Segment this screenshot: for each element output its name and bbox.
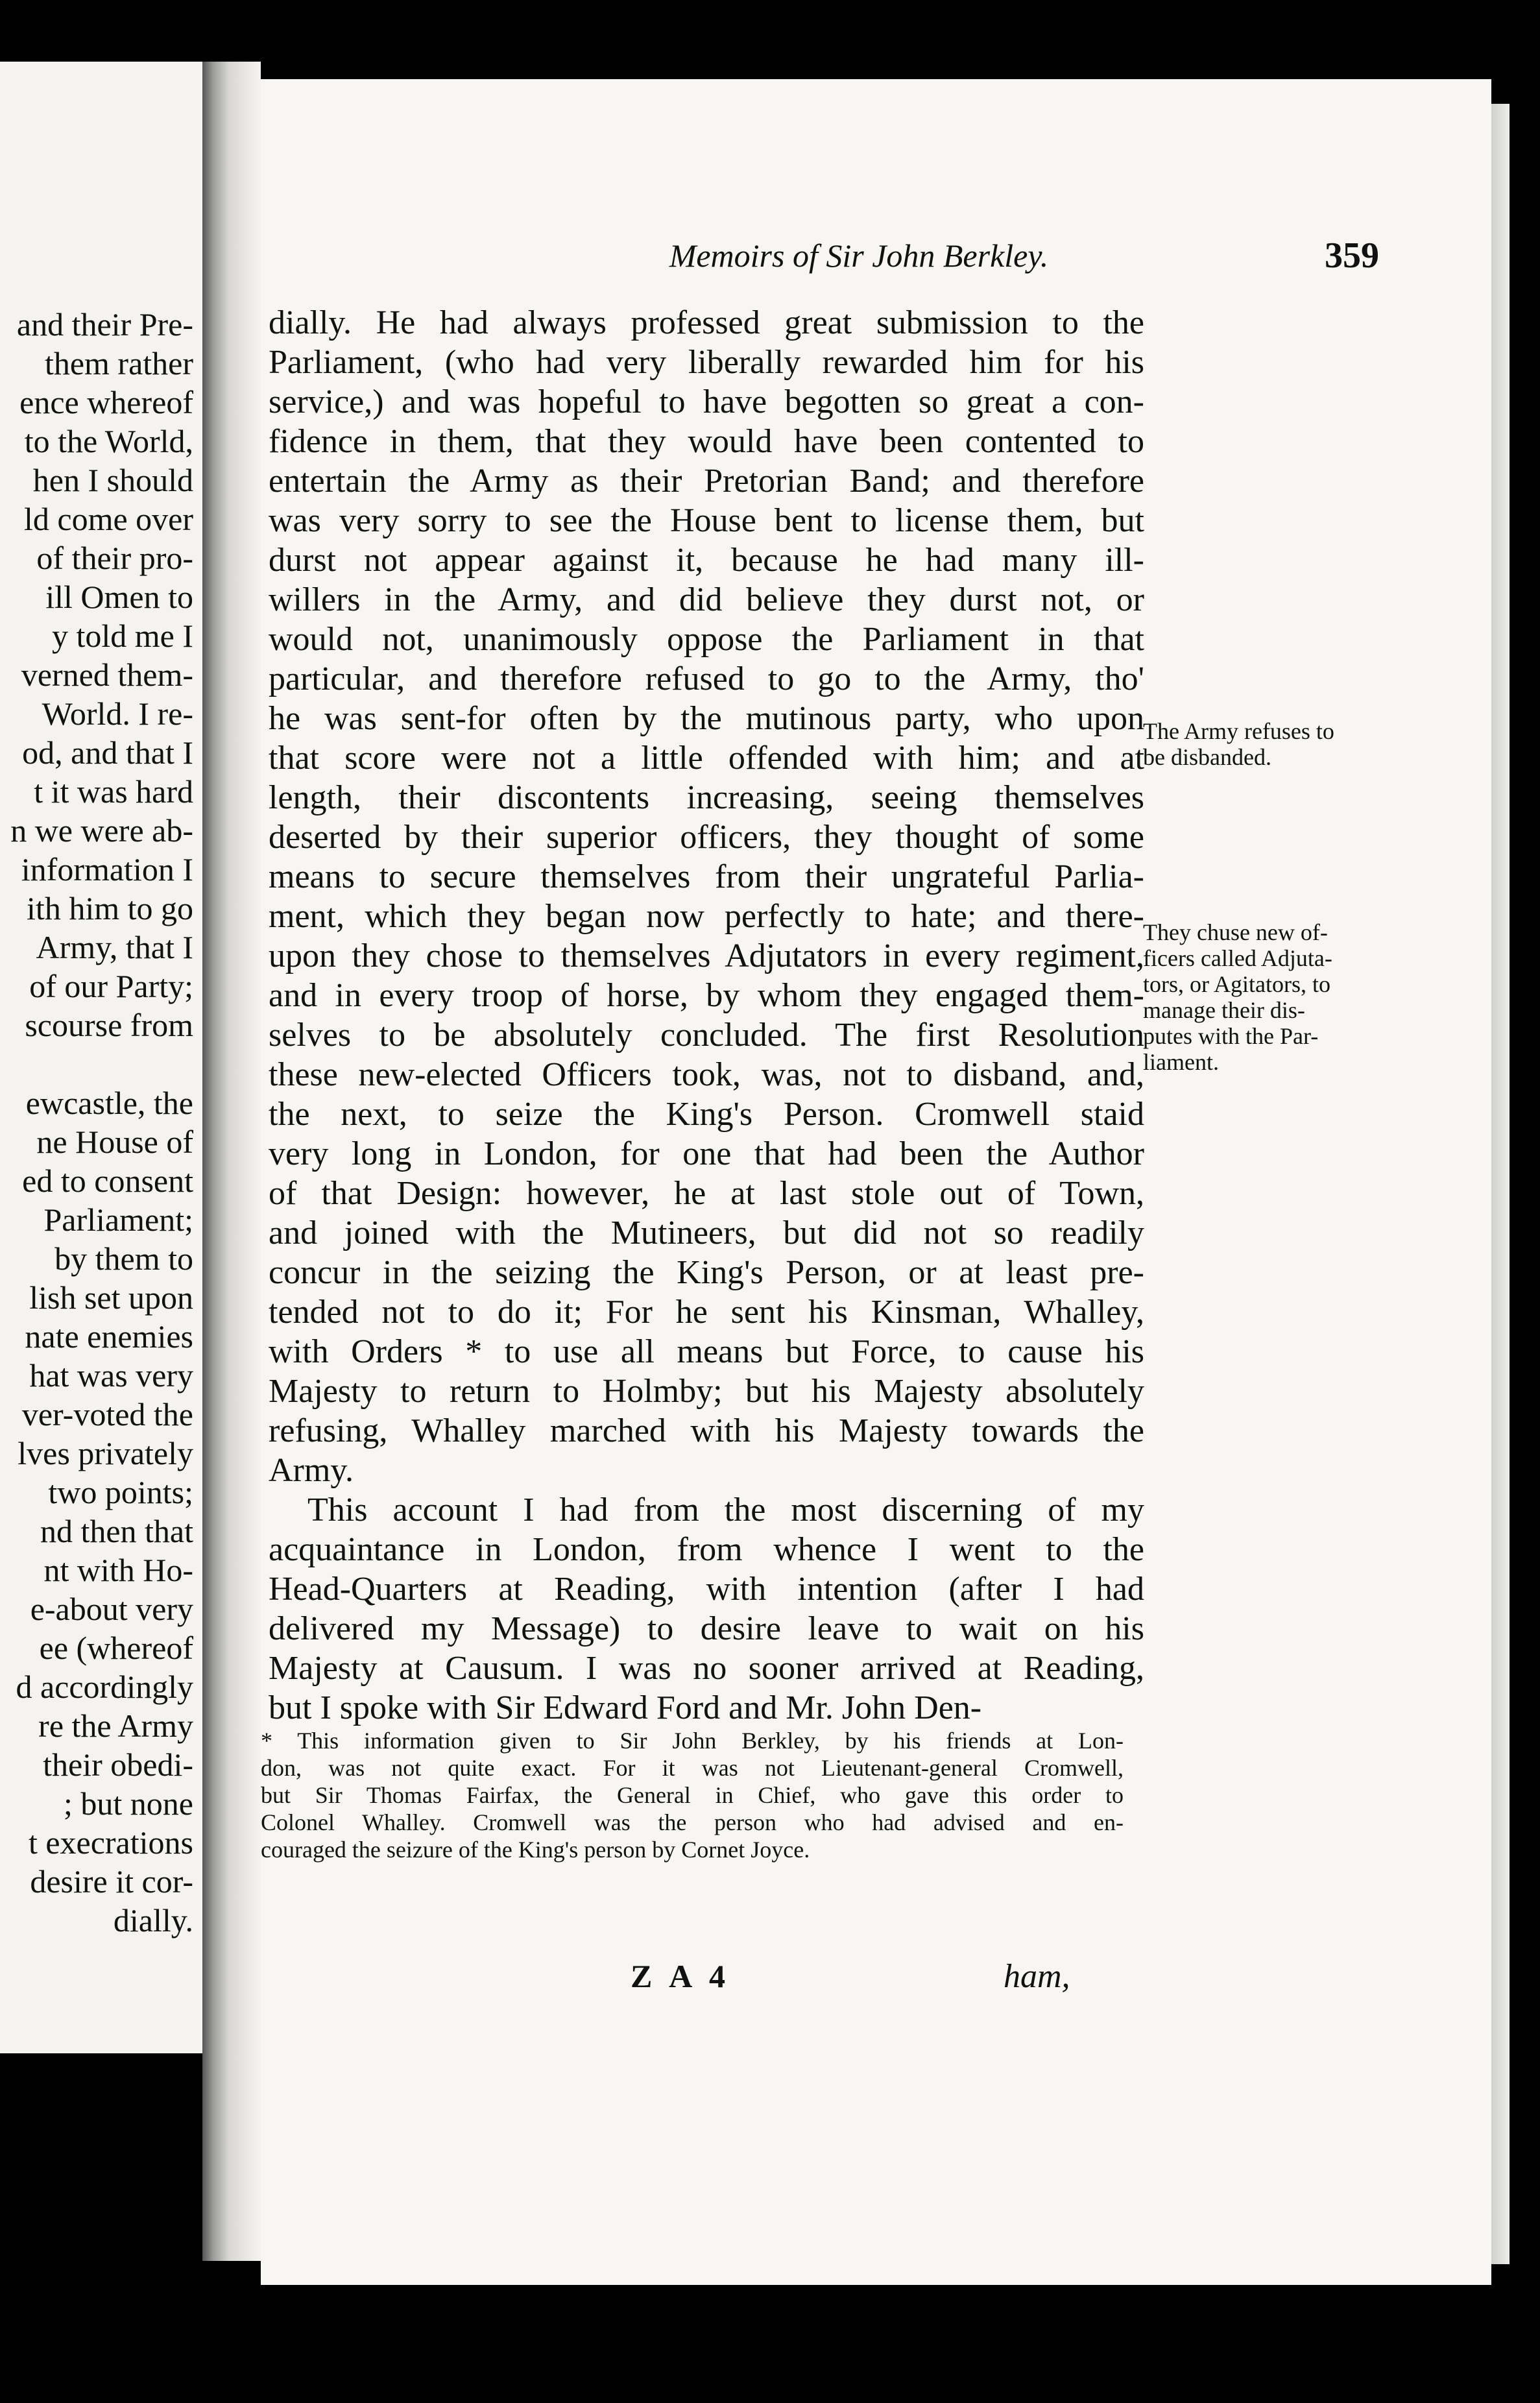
text-line: delivered my Message) to desire leave to wait on his: [269, 1610, 1144, 1647]
signature-mark: Z A 4: [631, 1958, 730, 1994]
margin-note-line: be disbanded.: [1143, 744, 1271, 770]
footnote-line: but Sir Thomas Fairfax, the General in Chief, who gave this order to: [261, 1782, 1124, 1808]
catchword: ham,: [1004, 1958, 1070, 1995]
margin-note-line: The Army refuses to: [1143, 718, 1334, 744]
previous-page-line: ill Omen to: [45, 579, 193, 615]
footnote-line: * This information given to Sir John Berkley, by his friends at Lon-: [261, 1728, 1124, 1754]
previous-page-line: ld come over: [23, 501, 193, 537]
text-line: acquaintance in London, from whence I went to the: [269, 1531, 1144, 1568]
margin-note-line: They chuse new of-: [1143, 919, 1328, 945]
text-line: Majesty at Causum. I was no sooner arrived at Reading,: [269, 1650, 1144, 1687]
text-line: he was sent-for often by the mutinous party, who upon: [269, 700, 1144, 737]
previous-page-text: [0, 305, 193, 1940]
text-line: of that Design: however, he at last stole out of Town,: [269, 1175, 1144, 1212]
text-line: Army.: [269, 1452, 354, 1489]
previous-page-line: of our Party;: [29, 968, 193, 1004]
previous-page-line: and their Pre-: [16, 306, 193, 343]
text-line: upon they chose to themselves Adjutators in every regiment,: [269, 937, 1144, 974]
footnote-line: don, was not quite exact. For it was not Lieutenant-general Cromwell,: [261, 1755, 1124, 1781]
previous-page-line: by them to: [54, 1240, 193, 1277]
text-line: the next, to seize the King's Person. Cromwell staid: [269, 1096, 1144, 1133]
footnote: [261, 1727, 1124, 1863]
footnote-line: couraged the seizure of the King's person by Cornet Joyce.: [261, 1837, 810, 1863]
previous-page-line: information I: [21, 851, 193, 888]
previous-page-line: od, and that I: [22, 734, 193, 771]
margin-note-line: putes with the Par-: [1143, 1023, 1319, 1049]
text-line: but I spoke with Sir Edward Ford and Mr. John Den-: [269, 1689, 982, 1726]
previous-page-line: lves privately: [18, 1435, 193, 1471]
previous-page-line: nd then that: [40, 1513, 193, 1549]
previous-page-line: d accordingly: [16, 1669, 193, 1705]
previous-page-line: ee (whereof: [39, 1630, 193, 1666]
text-line: selves to be absolutely concluded. The first Resolution: [269, 1017, 1144, 1054]
previous-page-line: nt with Ho-: [43, 1552, 193, 1588]
text-line: ment, which they began now perfectly to hate; and there-: [269, 898, 1144, 935]
text-line: service,) and was hopeful to have begotten so great a con-: [269, 383, 1144, 420]
book-gutter: [202, 62, 261, 2261]
text-line: particular, and therefore refused to go to the Army, tho': [269, 660, 1144, 697]
text-line: tended not to do it; For he sent his Kinsman, Whalley,: [269, 1294, 1144, 1331]
book-page: [261, 79, 1491, 2285]
text-line: these new-elected Officers took, was, not to disband, and,: [269, 1056, 1144, 1093]
previous-page-line: hat was very: [29, 1357, 193, 1394]
previous-page-line: n we were ab-: [10, 812, 193, 849]
previous-page-line: their obedi-: [43, 1746, 193, 1783]
text-line: length, their discontents increasing, seeing themselves: [269, 779, 1144, 816]
previous-page-line: dially.: [113, 1902, 193, 1938]
previous-page-line: two points;: [48, 1474, 193, 1510]
previous-page-line: re the Army: [38, 1708, 193, 1744]
text-line: would not, unanimously oppose the Parliament in that: [269, 621, 1144, 658]
body-text: [269, 303, 1144, 1728]
previous-page-line: desire it cor-: [30, 1863, 193, 1900]
previous-page-fragment: [0, 62, 202, 2053]
text-line: Head-Quarters at Reading, with intention (after I had: [269, 1571, 1144, 1608]
margin-note-line: liament.: [1143, 1049, 1219, 1075]
text-line: This account I had from the most discerning of my: [307, 1491, 1144, 1528]
previous-page-line: them rather: [44, 345, 193, 381]
previous-page-line: t execrations: [28, 1824, 193, 1861]
text-line: dially. He had always professed great submission to the: [269, 304, 1144, 341]
previous-page-line: Army, that I: [36, 929, 193, 965]
text-line: and joined with the Mutineers, but did not so readily: [269, 1214, 1144, 1251]
text-line: was very sorry to see the House bent to license them, but: [269, 502, 1144, 539]
margin-note-line: ficers called Adjuta-: [1143, 945, 1332, 971]
margin-note-line: tors, or Agitators, to: [1143, 971, 1330, 997]
previous-page-line: verned them-: [21, 657, 193, 693]
previous-page-line: of their pro-: [36, 540, 193, 576]
text-line: means to secure themselves from their ungrateful Parlia-: [269, 858, 1144, 895]
previous-page-line: [0, 1045, 193, 1083]
text-line: very long in London, for one that had been the Author: [269, 1135, 1144, 1172]
previous-page-line: ewcastle, the: [25, 1085, 193, 1121]
text-line: entertain the Army as their Pretorian Band; and therefore: [269, 463, 1144, 500]
previous-page-line: ed to consent: [22, 1163, 193, 1199]
text-line: Parliament, (who had very liberally rewarded him for his: [269, 344, 1144, 381]
footnote-line: Colonel Whalley. Cromwell was the person who had advised and en-: [261, 1809, 1124, 1835]
text-line: fidence in them, that they would have been contented to: [269, 423, 1144, 460]
previous-page-line: hen I should: [32, 462, 193, 498]
text-line: concur in the seizing the King's Person, or at least pre-: [269, 1254, 1144, 1291]
text-line: deserted by their superior officers, they thought of some: [269, 819, 1144, 856]
previous-page-line: nate enemies: [25, 1318, 193, 1355]
text-line: Majesty to return to Holmby; but his Majesty absolutely: [269, 1373, 1144, 1410]
previous-page-line: ne House of: [36, 1124, 193, 1160]
margin-note-army-refuses: [1143, 718, 1402, 770]
previous-page-line: t it was hard: [34, 773, 193, 810]
previous-page-line: scourse from: [25, 1007, 193, 1043]
previous-page-line: ence whereof: [19, 384, 193, 420]
previous-page-line: e-about very: [30, 1591, 193, 1627]
page-edge: [1491, 104, 1510, 2264]
previous-page-line: y told me I: [51, 618, 193, 654]
previous-page-line: ith him to go: [27, 890, 193, 926]
margin-note-line: manage their dis-: [1143, 997, 1305, 1023]
text-line: and in every troop of horse, by whom they engaged them-: [269, 977, 1144, 1014]
previous-page-line: to the World,: [24, 423, 193, 459]
text-line: durst not appear against it, because he had many ill-: [269, 542, 1144, 579]
text-line: that score were not a little offended with him; and at: [269, 740, 1144, 777]
previous-page-line: ; but none: [64, 1785, 193, 1822]
previous-page-line: lish set upon: [29, 1279, 193, 1316]
page-number: 359: [1325, 235, 1379, 276]
previous-page-line: ver-voted the: [21, 1396, 193, 1432]
text-line: refusing, Whalley marched with his Majesty towards the: [269, 1412, 1144, 1449]
running-title: Memoirs of Sir John Berkley.: [669, 237, 1049, 274]
margin-note-new-officers: [1143, 919, 1402, 1075]
text-line: willers in the Army, and did believe they durst not, or: [269, 581, 1144, 618]
previous-page-line: World. I re-: [42, 695, 193, 732]
text-line: with Orders * to use all means but Force, to cause his: [269, 1333, 1144, 1370]
previous-page-line: Parliament;: [43, 1202, 193, 1238]
